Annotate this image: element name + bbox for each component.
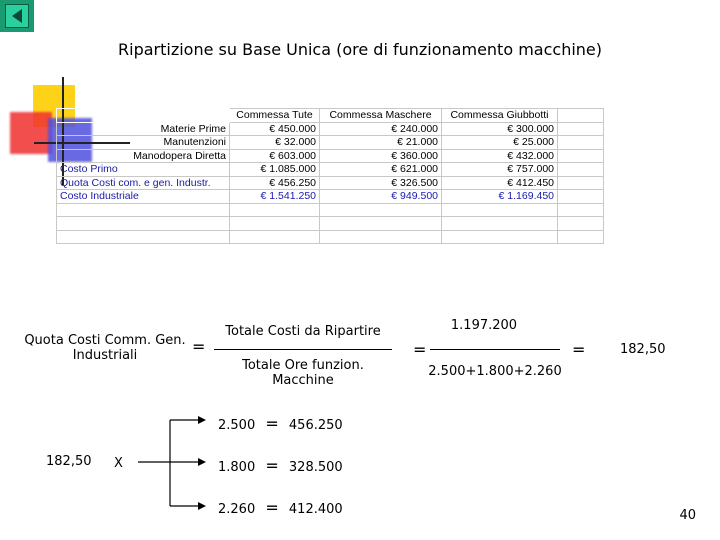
hours-value: 1.800	[218, 460, 256, 475]
cell: € 326.500	[320, 176, 442, 190]
numerator-label: Totale Costi da Ripartire	[225, 324, 381, 339]
row-label: Manutenzioni	[57, 136, 230, 150]
decor-red-square	[10, 112, 52, 154]
row-label: Costo Industriale	[57, 190, 230, 204]
table-row	[57, 163, 604, 177]
cell: € 240.000	[320, 122, 442, 136]
numerator-value: 1.197.200	[450, 318, 518, 333]
back-arrow-icon	[6, 5, 28, 27]
empty-row	[57, 230, 604, 244]
cell: € 450.000	[230, 122, 320, 136]
lhs-line-2: Industriali	[72, 348, 138, 363]
denominator-line-1: Totale Ore funzion.	[242, 358, 364, 373]
denominator-label	[214, 358, 392, 388]
table-row	[57, 122, 604, 136]
empty-row	[57, 217, 604, 231]
rate-value: 182,50	[46, 454, 92, 469]
cell: € 603.000	[230, 149, 320, 163]
header-maschere: Commessa Maschere	[320, 109, 442, 123]
amount-value: 412.400	[288, 502, 343, 517]
header-row	[57, 109, 604, 123]
empty-row	[57, 203, 604, 217]
hours-value: 2.500	[218, 418, 256, 433]
page-number: 40	[679, 508, 696, 523]
cost-spreadsheet	[56, 108, 604, 242]
row-label: Costo Primo	[57, 163, 230, 177]
header-tute: Commessa Tute	[230, 109, 320, 123]
row-label: Materie Prime	[57, 122, 230, 136]
table-row	[57, 190, 604, 204]
times-sign: X	[114, 456, 123, 471]
allocation-row	[218, 498, 343, 517]
table-row	[57, 149, 604, 163]
cell: € 456.250	[230, 176, 320, 190]
cell: € 21.000	[320, 136, 442, 150]
allocation-row	[218, 456, 343, 475]
equals-sign: =	[265, 414, 279, 433]
allocation-row	[218, 414, 343, 433]
fraction-line	[214, 349, 392, 350]
cell: € 621.000	[320, 163, 442, 177]
cell: € 25.000	[442, 136, 558, 150]
table-row	[57, 176, 604, 190]
allocation-bracket-icon	[138, 410, 208, 512]
cell: € 1.541.250	[230, 190, 320, 204]
equals-sign-3: =	[572, 340, 586, 359]
equals-sign-2: =	[413, 340, 427, 359]
lhs-line-1: Quota Costi Comm. Gen.	[24, 333, 186, 348]
fraction-line-2	[430, 349, 560, 350]
back-button[interactable]	[0, 0, 34, 32]
denominator-value: 2.500+1.800+2.260	[428, 364, 562, 379]
formula-lhs	[14, 333, 196, 363]
equals-sign: =	[265, 498, 279, 517]
hours-value: 2.260	[218, 502, 256, 517]
header-giubbotti: Commessa Giubbotti	[442, 109, 558, 123]
cell: € 1.085.000	[230, 163, 320, 177]
amount-value: 456.250	[288, 418, 343, 433]
amount-value: 328.500	[288, 460, 343, 475]
cell: € 412.450	[442, 176, 558, 190]
row-label: Manodopera Diretta	[57, 149, 230, 163]
cell: € 300.000	[442, 122, 558, 136]
result-value: 182,50	[620, 342, 666, 357]
cell: € 32.000	[230, 136, 320, 150]
cell: € 757.000	[442, 163, 558, 177]
slide-title: Ripartizione su Base Unica (ore di funzionamento macchine)	[118, 40, 602, 59]
cell: € 360.000	[320, 149, 442, 163]
cell: € 1.169.450	[442, 190, 558, 204]
equals-sign: =	[265, 456, 279, 475]
cell: € 432.000	[442, 149, 558, 163]
table-row	[57, 136, 604, 150]
cell: € 949.500	[320, 190, 442, 204]
row-label: Quota Costi com. e gen. Industr.	[57, 176, 230, 190]
equals-sign: =	[192, 337, 206, 356]
denominator-line-2: Macchine	[272, 373, 334, 388]
